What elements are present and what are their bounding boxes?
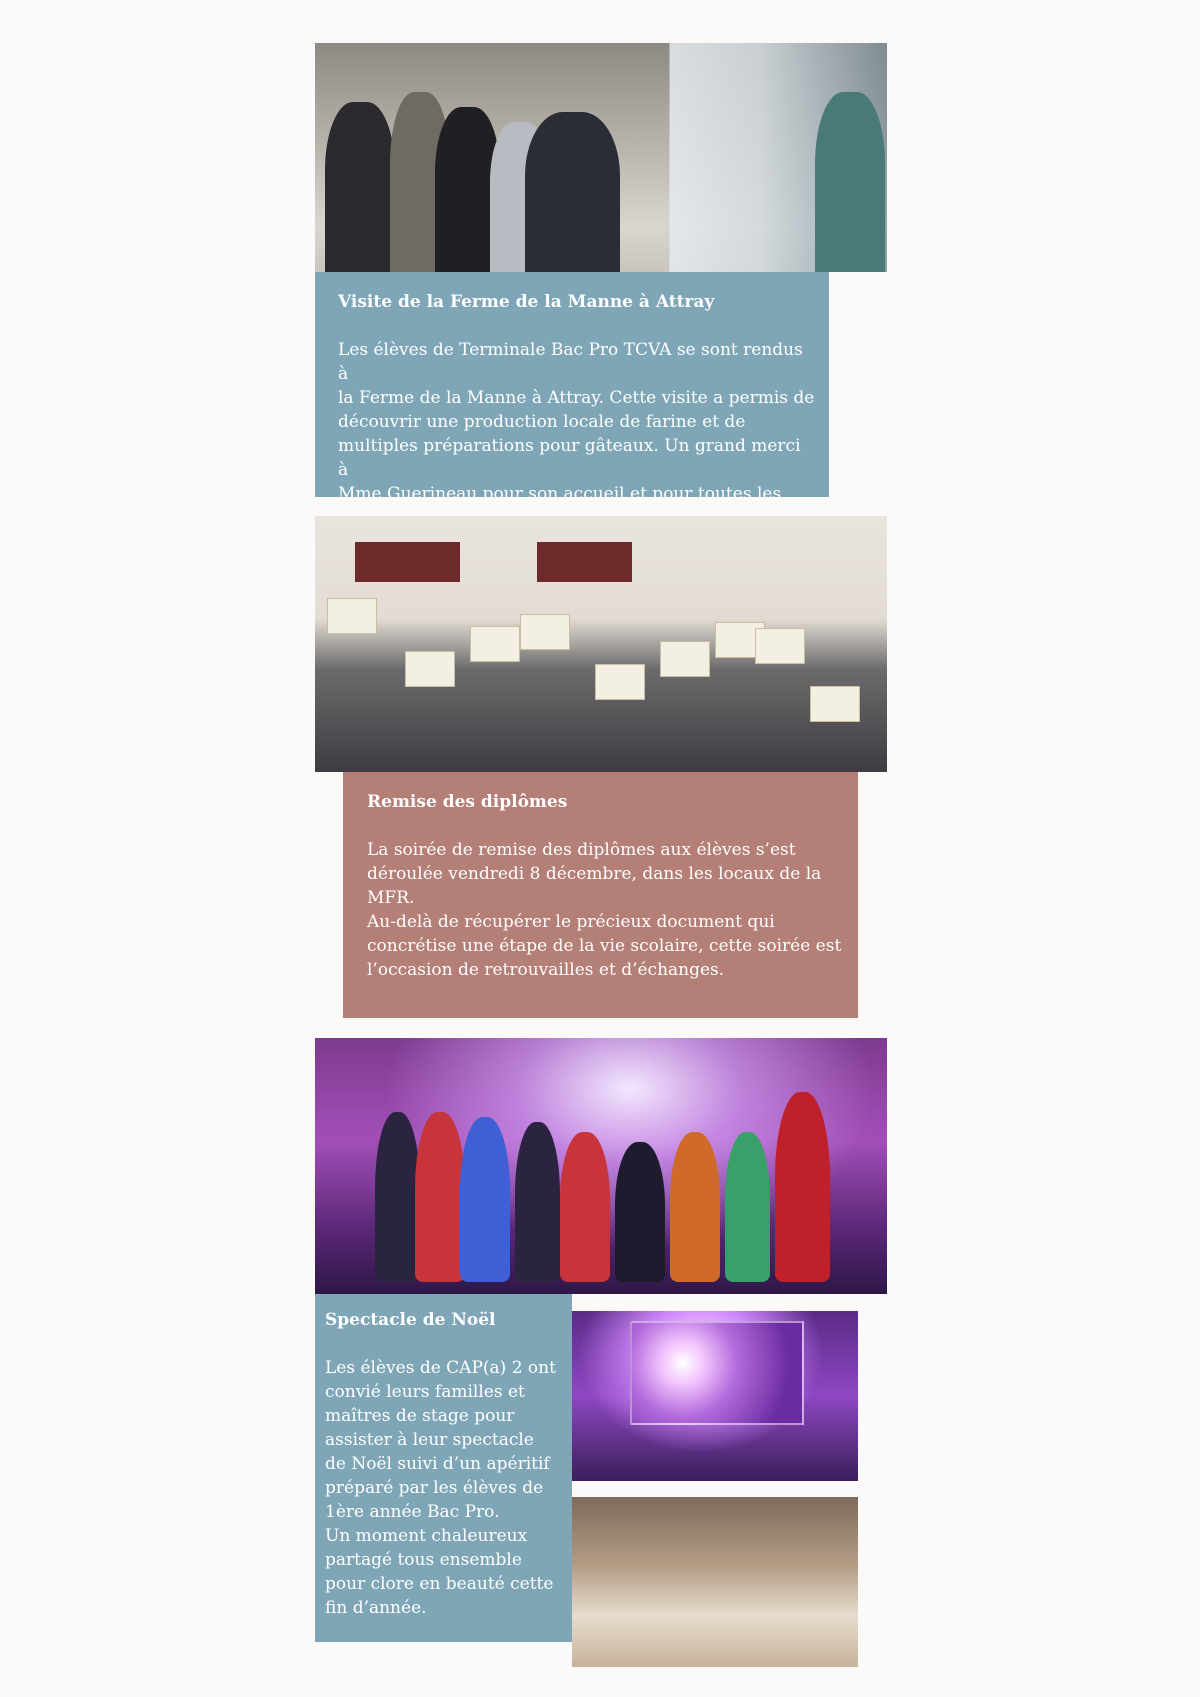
- aperitif-photo: [572, 1497, 858, 1667]
- farm-visit-text: Les élèves de Terminale Bac Pro TCVA se sont rendus à la Ferme de la Manne à Attray. Cette visite a permis de découvrir une production locale de farine et de multiples préparations pour gâteaux. Un grand merci à Mme Guerineau pour son accueil et pour toutes les: [338, 340, 815, 504]
- christmas-show-stage-photo: [572, 1311, 858, 1481]
- christmas-show-text: Les élèves de CAP(a) 2 ont convié leurs familles et maîtres de stage pour assister à leur spectacle de Noël suivi d’un apéritif préparé par les élèves de 1ère année Bac Pro. Un moment chaleureux partagé tous ensemble pour clore en beauté cette fin d’année.: [325, 1358, 556, 1618]
- christmas-show-article: [315, 1294, 572, 1642]
- diploma-ceremony-photo: [315, 516, 887, 772]
- farm-visit-article: [315, 272, 829, 504]
- farm-visit-photo: [315, 43, 887, 272]
- christmas-show-group-photo: [315, 1038, 887, 1294]
- farm-visit-title: Visite de la Ferme de la Manne à Attray: [338, 292, 715, 312]
- christmas-show-title: Spectacle de Noël: [325, 1310, 496, 1330]
- diploma-ceremony-title: Remise des diplômes: [367, 792, 568, 812]
- diploma-ceremony-text: La soirée de remise des diplômes aux élèves s’est déroulée vendredi 8 décembre, dans les locaux de la MFR. Au-delà de récupérer le précieux document qui concrétise une étape de la vie scolaire, cette soirée est l’occasion de retrouvailles et d’échanges.: [367, 840, 842, 980]
- diploma-ceremony-article: [343, 772, 858, 1018]
